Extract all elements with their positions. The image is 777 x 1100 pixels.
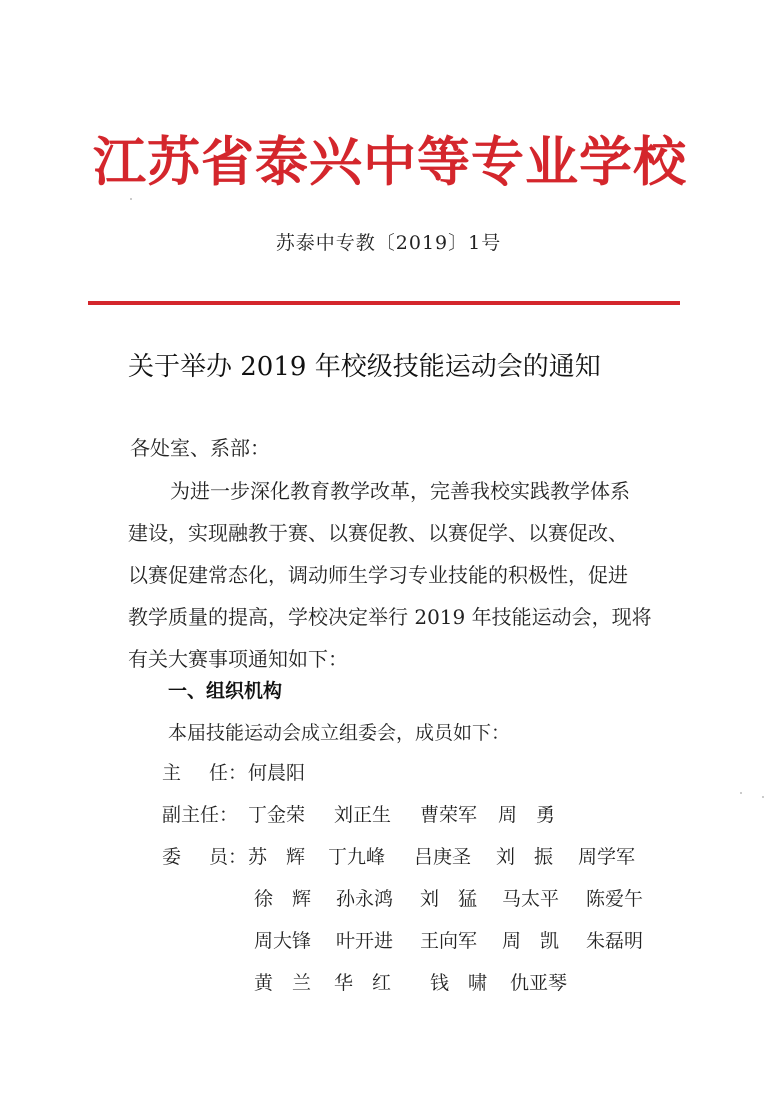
scan-speck [740, 792, 742, 794]
committee-name: 周学军 [578, 846, 636, 868]
committee-name: 黄 兰 [254, 972, 312, 994]
section-heading: 一、组织机构 [168, 680, 283, 702]
committee-name: 钱 啸 [430, 972, 488, 994]
committee-name: 苏 辉 [248, 846, 306, 868]
role-label-deputy: 副主任： [162, 804, 239, 826]
body-line: 以赛促建常态化，调动师生学习专业技能的积极性，促进 [128, 563, 628, 587]
committee-name: 曹荣军 [420, 804, 478, 826]
committee-name: 周大锋 [254, 930, 312, 952]
committee-name: 何晨阳 [248, 762, 306, 784]
committee-name: 王向军 [420, 930, 478, 952]
committee-name: 周 凯 [502, 930, 560, 952]
committee-name: 孙永鸿 [336, 888, 394, 910]
scan-speck [130, 198, 132, 200]
committee-name: 华 红 [334, 972, 392, 994]
committee-name: 丁九峰 [328, 846, 386, 868]
committee-name: 马太平 [502, 888, 560, 910]
committee-name: 周 勇 [498, 804, 556, 826]
body-line: 为进一步深化教育教学改革，完善我校实践教学体系 [170, 479, 630, 503]
role-label-director: 主 任： [162, 762, 248, 784]
body-line: 建设，实现融教于赛、以赛促教、以赛促学、以赛促改、 [128, 521, 628, 545]
committee-name: 仇亚琴 [510, 972, 568, 994]
red-divider [88, 301, 680, 305]
committee-name: 吕庚圣 [414, 846, 472, 868]
salutation: 各处室、系部： [130, 436, 270, 460]
body-paragraph [128, 470, 668, 680]
role-label-members: 委 员： [162, 846, 248, 868]
body-line: 有关大赛事项通知如下： [128, 647, 348, 671]
document-number: 苏泰中专教〔2019〕1号 [275, 232, 502, 254]
body-line: 教学质量的提高，学校决定举行 2019 年技能运动会，现将 [128, 605, 652, 629]
committee-name: 陈爱午 [586, 888, 644, 910]
committee-name: 刘 振 [496, 846, 554, 868]
committee-name: 刘正生 [334, 804, 392, 826]
committee-name: 朱磊明 [586, 930, 644, 952]
org-title: 江苏省泰兴中等专业学校 [93, 131, 687, 193]
committee-name: 丁金荣 [248, 804, 306, 826]
committee-name: 刘 猛 [420, 888, 478, 910]
committee-intro: 本届技能运动会成立组委会，成员如下： [168, 722, 511, 744]
scan-speck [762, 796, 764, 798]
committee-name: 徐 辉 [254, 888, 312, 910]
notice-title: 关于举办 2019 年校级技能运动会的通知 [128, 352, 601, 382]
committee-name: 叶开进 [336, 930, 394, 952]
